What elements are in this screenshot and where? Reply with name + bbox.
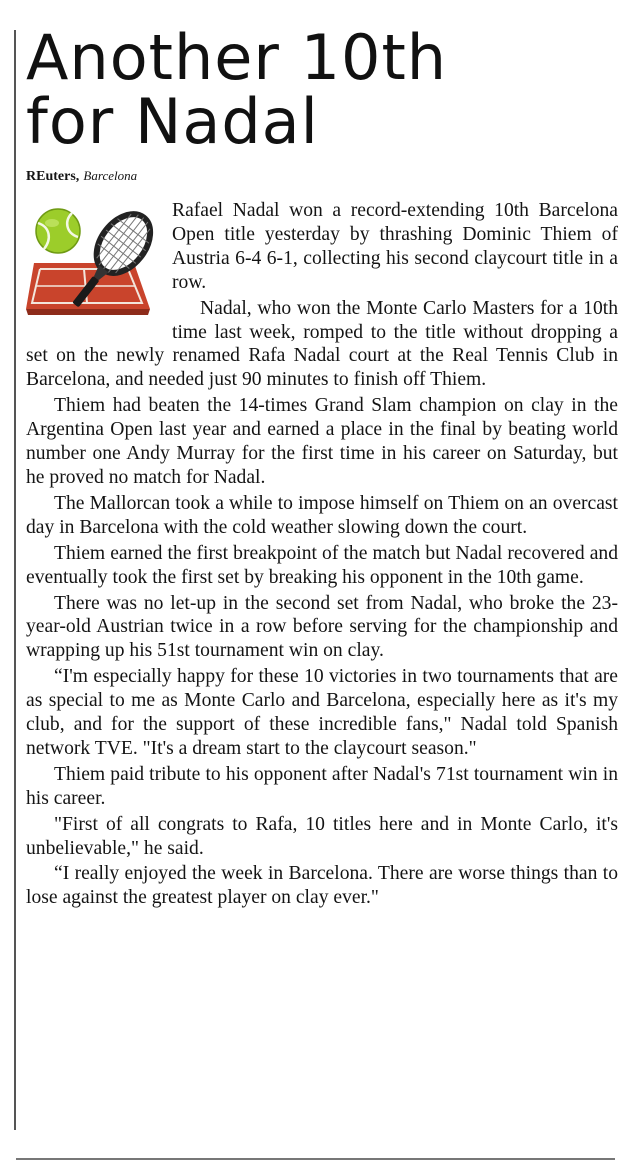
news-agency: REuters,	[26, 169, 80, 184]
paragraph-10: “I really enjoyed the week in Barcelona. There are worse things than to lose against the greatest player on clay ever."	[26, 863, 618, 909]
paragraph-3: Thiem had beaten the 14-times Grand Slam champion on clay in the Argentina Open last year and earned a place in the final by beating world number one Andy Murray for the first time in his career on Saturday, but he proved no match for Nadal.	[26, 395, 618, 488]
headline	[26, 21, 618, 158]
paragraph-1: Rafael Nadal won a record-extending 10th Barcelona Open title yesterday by thrashing Dominic Thiem of Austria 6-4 6-1, collecting his second claycourt title in a row.	[172, 200, 618, 293]
paragraph-4: The Mallorcan took a while to impose himself on Thiem on an overcast day in Barcelona with the cold weather slowing down the court.	[26, 492, 618, 538]
dateline: Barcelona	[83, 168, 138, 183]
bottom-rule	[16, 1158, 615, 1160]
headline-line-1: Another 10th	[26, 21, 448, 94]
paragraph-8: Thiem paid tribute to his opponent after Nadal's 71st tournament win in his career.	[26, 763, 618, 809]
tennis-ball-racket-icon	[24, 201, 162, 321]
column-rule-left	[14, 30, 16, 1130]
paragraph-6: There was no let-up in the second set from Nadal, who broke the 23-year-old Austrian twice in a row before serving for the championship and wrapping up his 51st tournament win on clay.	[26, 592, 618, 662]
article-body	[26, 199, 618, 910]
paragraph-5: Thiem earned the first breakpoint of the match but Nadal recovered and eventually took the first set by breaking his opponent in the 10th game.	[26, 542, 618, 588]
paragraph-2: Nadal, who won the Monte Carlo Masters for a 10th time last week, romped to the title without dropping a set on the newly renamed Rafa Nadal court at the Real Tennis Club in Barcelona, and needed just 90 minutes to finish off Thiem.	[26, 297, 618, 391]
article	[26, 21, 618, 912]
headline-line-2: for Nadal	[26, 85, 319, 158]
paragraph-7: “I'm especially happy for these 10 victories in two tournaments that are as special to me as Monte Carlo and Barcelona, especially here as it's my club, and for the support of these incredible fans," Nadal told Spanish network TVE. "It's a dream start to the claycourt season."	[26, 666, 618, 759]
byline	[26, 168, 618, 185]
paragraph-9: "First of all congrats to Rafa, 10 titles here and in Monte Carlo, it's unbelievable," he said.	[26, 813, 618, 859]
